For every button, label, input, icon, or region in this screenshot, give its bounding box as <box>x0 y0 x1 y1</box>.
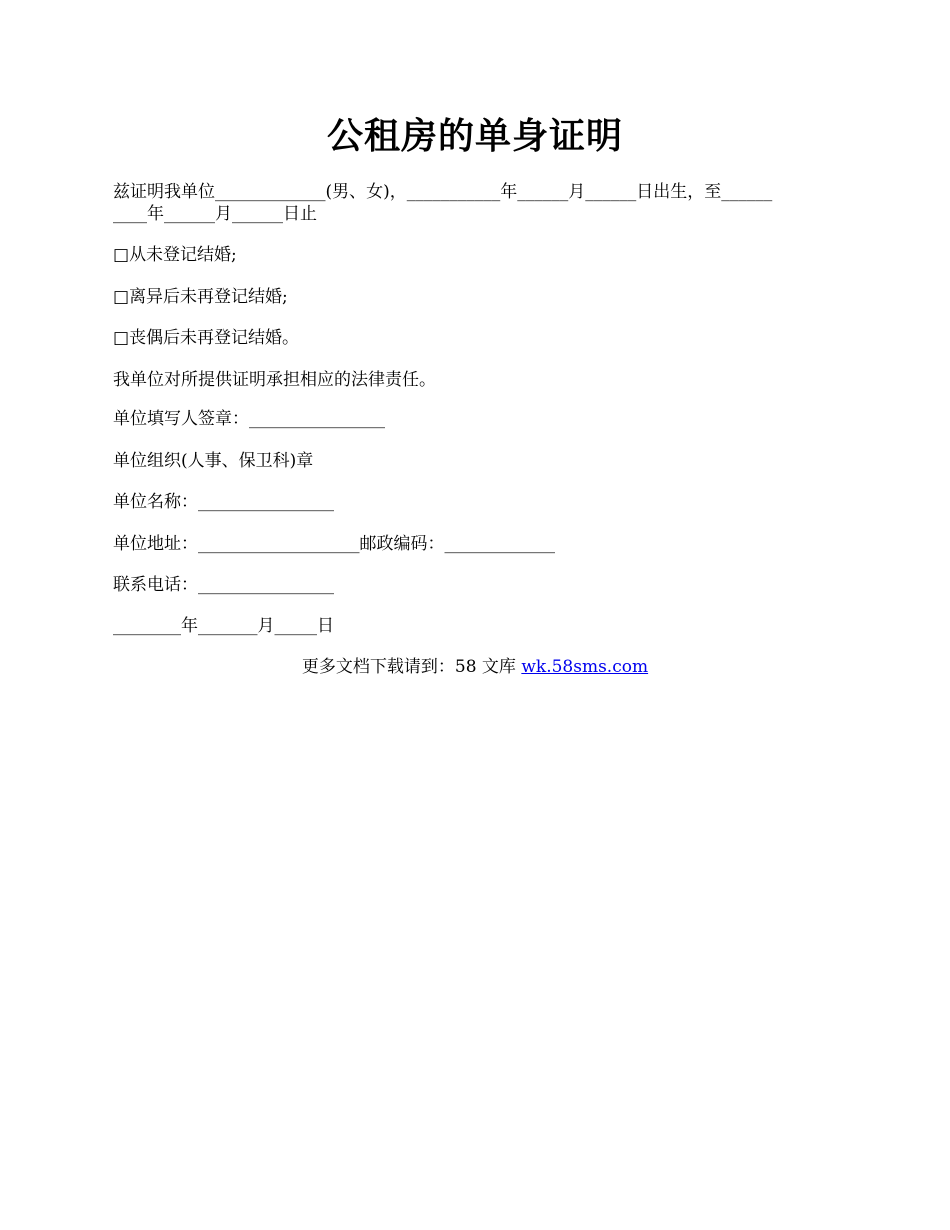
org-name-line: 单位名称：________________ <box>113 492 334 512</box>
document-title: 公租房的单身证明 <box>326 115 623 157</box>
address-line: 单位地址：___________________邮政编码：_____________ <box>113 534 555 554</box>
phone-line: 联系电话：________________ <box>113 575 334 595</box>
signer-line: 单位填写人签章：________________ <box>113 409 385 429</box>
option-label: 离异后未再登记结婚; <box>129 287 288 307</box>
option-divorced <box>113 286 837 308</box>
date-line: ________年_______月_____日 <box>113 616 334 636</box>
footer-text: 更多文档下载请到：58 文库 <box>301 657 522 677</box>
org-seal-line: 单位组织(人事、保卫科)章 <box>113 451 314 471</box>
option-widowed <box>113 327 837 349</box>
checkbox-icon: □ <box>113 245 130 265</box>
option-label: 从未登记结婚; <box>129 245 237 265</box>
option-label: 丧偶后未再登记结婚。 <box>129 328 300 348</box>
option-never-married <box>113 244 837 266</box>
intro-line-1: 兹证明我单位_____________(男、女)，___________年______月______日出生，至______ <box>113 182 773 202</box>
checkbox-icon: □ <box>113 328 130 348</box>
intro-line-2: ____年______月______日止 <box>113 204 317 224</box>
footer <box>0 656 950 678</box>
legal-statement: 我单位对所提供证明承担相应的法律责任。 <box>113 370 436 390</box>
footer-link[interactable]: wk.58sms.com <box>521 657 649 677</box>
intro-paragraph <box>113 181 837 225</box>
checkbox-icon: □ <box>113 287 130 307</box>
